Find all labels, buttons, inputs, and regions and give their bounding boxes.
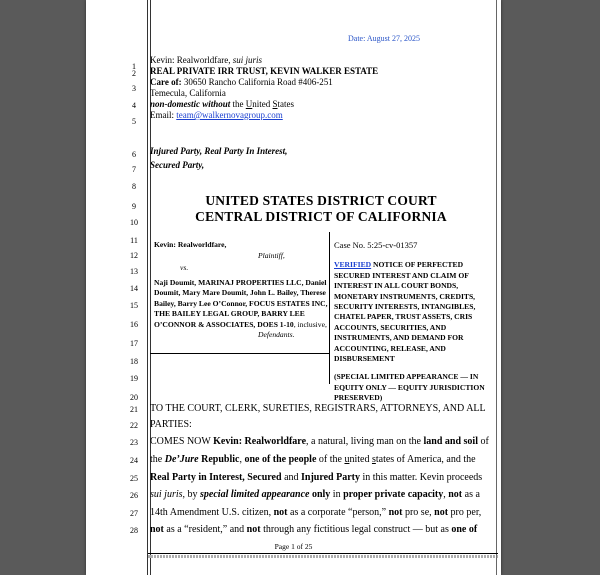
caption-parties bbox=[154, 240, 330, 341]
body-line-23: COMES NOW Kevin: Realworldfare, a natural, living man on the land and soil of bbox=[150, 436, 489, 447]
document-page bbox=[86, 0, 501, 575]
line-number: 14 bbox=[130, 284, 138, 293]
court-title-2: CENTRAL DISTRICT OF CALIFORNIA bbox=[195, 209, 447, 224]
line-number: 4 bbox=[132, 101, 136, 110]
court-title-1: UNITED STATES DISTRICT COURT bbox=[205, 193, 437, 208]
header-line-5: non-domestic without the United States bbox=[150, 99, 295, 109]
versus: vs. bbox=[180, 263, 189, 272]
line-number: 18 bbox=[130, 357, 138, 366]
sui-juris: sui juris bbox=[232, 55, 262, 65]
header-line-6: Email: team@walkernovagroup.com bbox=[150, 110, 283, 120]
line-number: 24 bbox=[130, 456, 138, 465]
body-line-26: sui juris, by special limited appearance only in proper private capacity, not as a bbox=[150, 489, 480, 500]
line-number: 23 bbox=[130, 438, 138, 447]
header-line-4: Temecula, California bbox=[150, 88, 226, 98]
caption-divider bbox=[329, 232, 330, 384]
header-line-8: Secured Party, bbox=[150, 160, 205, 170]
header-line-3: Care of: 30650 Rancho California Road #406-251 bbox=[150, 77, 333, 87]
line-number: 8 bbox=[132, 182, 136, 191]
special-appearance: (SPECIAL LIMITED APPEARANCE — IN EQUITY ONLY — EQUITY JURISDICTION PRESERVED) bbox=[334, 372, 485, 403]
body-line-21: TO THE COURT, CLERK, SURETIES, REGISTRARS, ATTORNEYS, AND ALL bbox=[150, 403, 486, 414]
line-number: 19 bbox=[130, 374, 138, 383]
line-number: 1 bbox=[132, 62, 136, 71]
line-number: 11 bbox=[130, 236, 138, 245]
plaintiff-role: Plaintiff, bbox=[258, 250, 285, 260]
caption-bottom-rule bbox=[150, 353, 329, 354]
body-line-27: 14th Amendment U.S. citizen, not as a corporate “person,” not pro se, not pro per, bbox=[150, 507, 482, 518]
footer-rule bbox=[148, 553, 498, 554]
party-name: Kevin: Realworldfare, bbox=[150, 55, 233, 65]
body-line-25: Real Party in Interest, Secured and Injured Party in this matter. Kevin proceeds bbox=[150, 472, 483, 483]
line-number: 26 bbox=[130, 491, 138, 500]
line-number: 27 bbox=[130, 509, 138, 518]
line-number: 5 bbox=[132, 117, 136, 126]
line-number: 22 bbox=[130, 421, 138, 430]
line-number: 9 bbox=[132, 202, 136, 211]
line-number: 10 bbox=[130, 218, 138, 227]
footer-fine-print bbox=[148, 555, 498, 558]
line-number: 21 bbox=[130, 405, 138, 414]
caption-case-block bbox=[334, 240, 494, 404]
case-number: Case No. 5:25-cv-01357 bbox=[334, 240, 418, 250]
line-number: 3 bbox=[132, 84, 136, 93]
line-number: 6 bbox=[132, 150, 136, 159]
line-number: 25 bbox=[130, 474, 138, 483]
body-line-24: the De’Jure Republic, one of the people of the united states of America, and the bbox=[150, 454, 476, 465]
notice-title: VERIFIED NOTICE OF PERFECTED SECURED INTEREST AND CLAIM OF INTEREST IN ALL COURT BONDS, MONETARY INSTRUMENTS, CREDITS, SECURITY INTERESTS, INTANGIBLES, CHATEL PAPER, TRUST ASSETS, CRIS ACCOUNTS, SECURITIES, AND INSTRUMENTS, AND DEMAND FOR ACCOUNTING, RELEASE, AND DISBURSEMENT bbox=[334, 260, 476, 364]
header-line-1 bbox=[150, 55, 262, 66]
line-number: 7 bbox=[132, 165, 136, 174]
line-number: 13 bbox=[130, 267, 138, 276]
line-number: 20 bbox=[130, 393, 138, 402]
document-date: Date: August 27, 2025 bbox=[348, 34, 420, 43]
verified-link[interactable]: VERIFIED bbox=[334, 260, 372, 270]
line-number: 28 bbox=[130, 526, 138, 535]
line-number: 15 bbox=[130, 301, 138, 310]
line-number: 2 bbox=[132, 69, 136, 78]
margin-rule-right bbox=[496, 0, 497, 575]
page-number: Page 1 of 25 bbox=[274, 542, 313, 551]
plaintiff-name: Kevin: Realworldfare, bbox=[154, 240, 227, 249]
defendant-role: Defendants. bbox=[258, 330, 295, 339]
header-line-7: Injured Party, Real Party In Interest, bbox=[150, 146, 288, 156]
line-number: 16 bbox=[130, 320, 138, 329]
margin-rule-left-1 bbox=[147, 0, 148, 575]
body-line-28: not as a “resident,” and not through any fictitious legal construct — but as one of bbox=[150, 524, 478, 535]
email-link[interactable]: team@walkernovagroup.com bbox=[176, 110, 283, 120]
line-number: 17 bbox=[130, 339, 138, 348]
line-number: 12 bbox=[130, 251, 138, 260]
header-line-2: REAL PRIVATE IRR TRUST, KEVIN WALKER ESTATE bbox=[150, 66, 379, 76]
defendants-list: Naji Doumit, MARINAJ PROPERTIES LLC, Daniel Doumit, Mary Mare Doumit, John L. Bailey, Therese Bailey, Barry Lee O’Connor, FOCUS ESTATES INC, THE BAILEY LEGAL GROUP, BARRY LEE O’CONNOR & ASSOCIATES, DOES 1-10, inclusive, bbox=[154, 277, 328, 329]
body-line-22: PARTIES: bbox=[150, 419, 192, 430]
